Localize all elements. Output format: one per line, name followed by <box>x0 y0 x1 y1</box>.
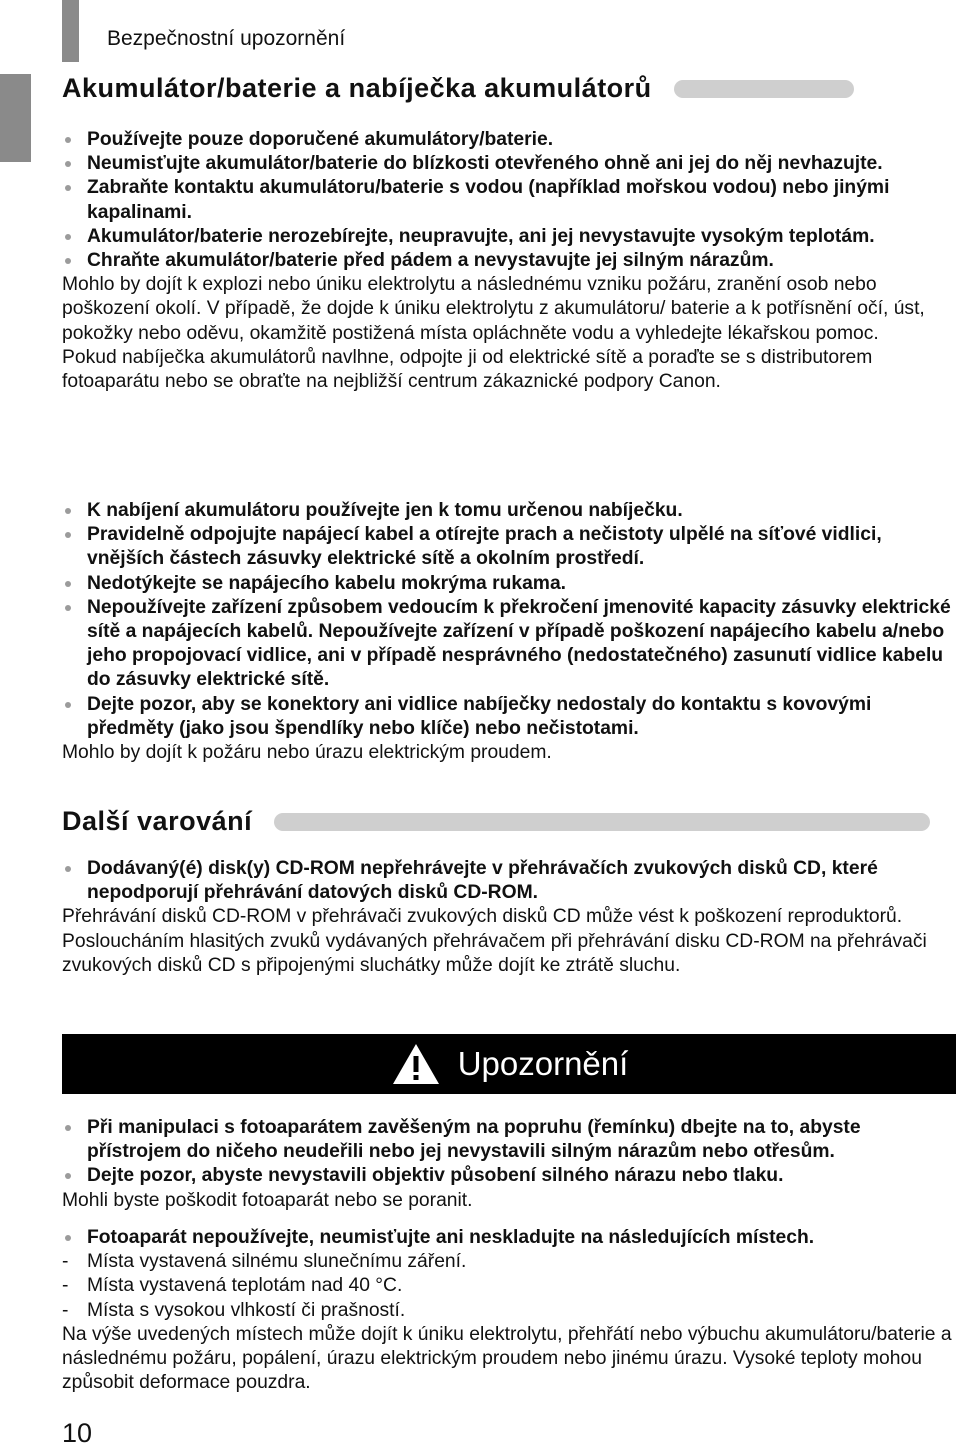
dash-list <box>62 1250 956 1323</box>
list-item: Používejte pouze doporučené akumulátory/baterie. <box>62 128 956 152</box>
dash-item-text: Místa vystavená teplotám nad 40 °C. <box>87 1275 403 1297</box>
dash-marker: - <box>62 1251 69 1273</box>
section-heading-battery <box>62 73 854 104</box>
list-item: Chraňte akumulátor/baterie před pádem a nevystavujte jej silným nárazům. <box>62 249 956 273</box>
section-heading-other <box>62 806 930 837</box>
list-item: K nabíjení akumulátoru používejte jen k tomu určenou nabíječku. <box>62 499 956 523</box>
section-label: Bezpečnostní upozornění <box>107 27 346 50</box>
section-title: Další varování <box>62 806 253 836</box>
other-warnings <box>62 857 956 978</box>
note-text: Na výše uvedených místech může dojít k úniku elektrolytu, přehřátí nebo výbuchu akumulátoru/baterie a následnému požáru, popálení, úrazu elektrickým proudem nebo jinému úrazu. Vysoké teploty mohou způsobit deformace pouzdra. <box>62 1323 952 1394</box>
list-item: Nepoužívejte zařízení způsobem vedoucím k překročení jmenovité kapacity zásuvky elektrické sítě a napájecích kabelů. Nepoužívejte zařízení v případě poškození napájecího kabelu a/nebo jeho propojovací vidlice, ani v případě nesprávného (nedostatečného) zasunutí vidlice kabelu do zásuvky elektrické sítě. <box>62 596 956 693</box>
caution-title: Upozornění <box>457 1045 629 1082</box>
charger-warnings <box>62 499 956 765</box>
list-item: Dejte pozor, aby se konektory ani vidlice nabíječky nedostaly do kontaktu s kovovými předměty (jako jsou špendlíky nebo klíče) nebo nečistotami. <box>62 693 956 741</box>
warning-triangle-icon <box>390 1041 442 1087</box>
dash-item-text: Místa s vysokou vlhkostí či prašností. <box>87 1299 406 1321</box>
bullet-list <box>62 499 956 741</box>
list-item: Zabraňte kontaktu akumulátoru/baterie s vodou (například mořskou vodou) nebo jinými kapalinami. <box>62 176 956 224</box>
bullet-list <box>62 857 956 905</box>
list-item: Pravidelně odpojujte napájecí kabel a otírejte prach a nečistoty ulpělé na síťové vidlici, vnějších částech zásuvky elektrické sítě a okolním prostředí. <box>62 523 956 571</box>
note-text: Mohli byste poškodit fotoaparát nebo se poranit. <box>62 1189 473 1211</box>
note-text: Mohlo by dojít k požáru nebo úrazu elektrickým proudem. <box>62 742 552 764</box>
list-item: Fotoaparát nepoužívejte, neumisťujte ani neskladujte na následujících místech. <box>62 1226 956 1250</box>
list-item: Akumulátor/baterie nerozebírejte, neupravujte, ani jej nevystavujte vysokým teplotám. <box>62 225 956 249</box>
note-text: Pokud nabíječka akumulátorů navlhne, odpojte ji od elektrické sítě a poraďte se s distributorem fotoaparátu nebo se obraťte na nejbližší centrum zákaznické podpory Canon. <box>62 346 873 393</box>
list-item: Nedotýkejte se napájecího kabelu mokrýma rukama. <box>62 572 956 596</box>
dash-marker: - <box>62 1299 69 1321</box>
list-item: Dejte pozor, abyste nevystavili objektiv působení silného nárazu nebo tlaku. <box>62 1164 956 1188</box>
section-title: Akumulátor/baterie a nabíječka akumulátorů <box>62 73 652 103</box>
caution-banner <box>62 1034 956 1094</box>
dash-item <box>62 1274 956 1298</box>
list-item: Neumisťujte akumulátor/baterie do blízkosti otevřeného ohně ani jej do něj nevhazujte. <box>62 152 956 176</box>
bullet-list <box>62 1226 956 1250</box>
battery-warnings <box>62 128 956 394</box>
edge-index-tab <box>0 74 31 162</box>
dash-item-text: Místa vystavená silnému slunečnímu záření. <box>87 1251 467 1273</box>
bullet-list <box>62 1116 956 1189</box>
caution-handling <box>62 1116 956 1213</box>
caution-locations <box>62 1226 956 1395</box>
heading-rule <box>274 813 930 831</box>
dash-item <box>62 1299 956 1323</box>
dash-marker: - <box>62 1275 69 1297</box>
heading-rule <box>674 80 854 98</box>
dash-item <box>62 1250 956 1274</box>
note-text: Přehrávání disků CD-ROM v přehrávači zvukových disků CD může vést k poškození reproduktorů. Posloucháním hlasitých zvuků vydávaných přehrávačem při přehrávání disku CD-ROM na přehrávači zvukových disků CD s připojenými sluchátky může dojít ke ztrátě sluchu. <box>62 906 927 976</box>
bullet-list <box>62 128 956 273</box>
page-number: 10 <box>62 1418 93 1448</box>
header-marker-bar <box>62 0 79 62</box>
list-item: Při manipulaci s fotoaparátem zavěšeným na popruhu (řemínku) dbejte na to, abyste přístrojem do ničeho neudeřili nebo jej nevystavili silným nárazům nebo otřesům. <box>62 1116 956 1164</box>
note-text: Mohlo by dojít k explozi nebo úniku elektrolytu a následnému vzniku požáru, zranění osob nebo poškození okolí. V případě, že dojde k úniku elektrolytu z akumulátoru/ baterie a k potřísnění očí, úst, pokožky nebo oděvu, okamžitě postižená místa opláchněte vodu a vyhledejte lékařskou pomoc. <box>62 274 925 344</box>
list-item: Dodávaný(é) disk(y) CD-ROM nepřehrávejte v přehrávačích zvukových disků CD, které nepodporují přehrávání datových disků CD-ROM. <box>62 857 956 905</box>
